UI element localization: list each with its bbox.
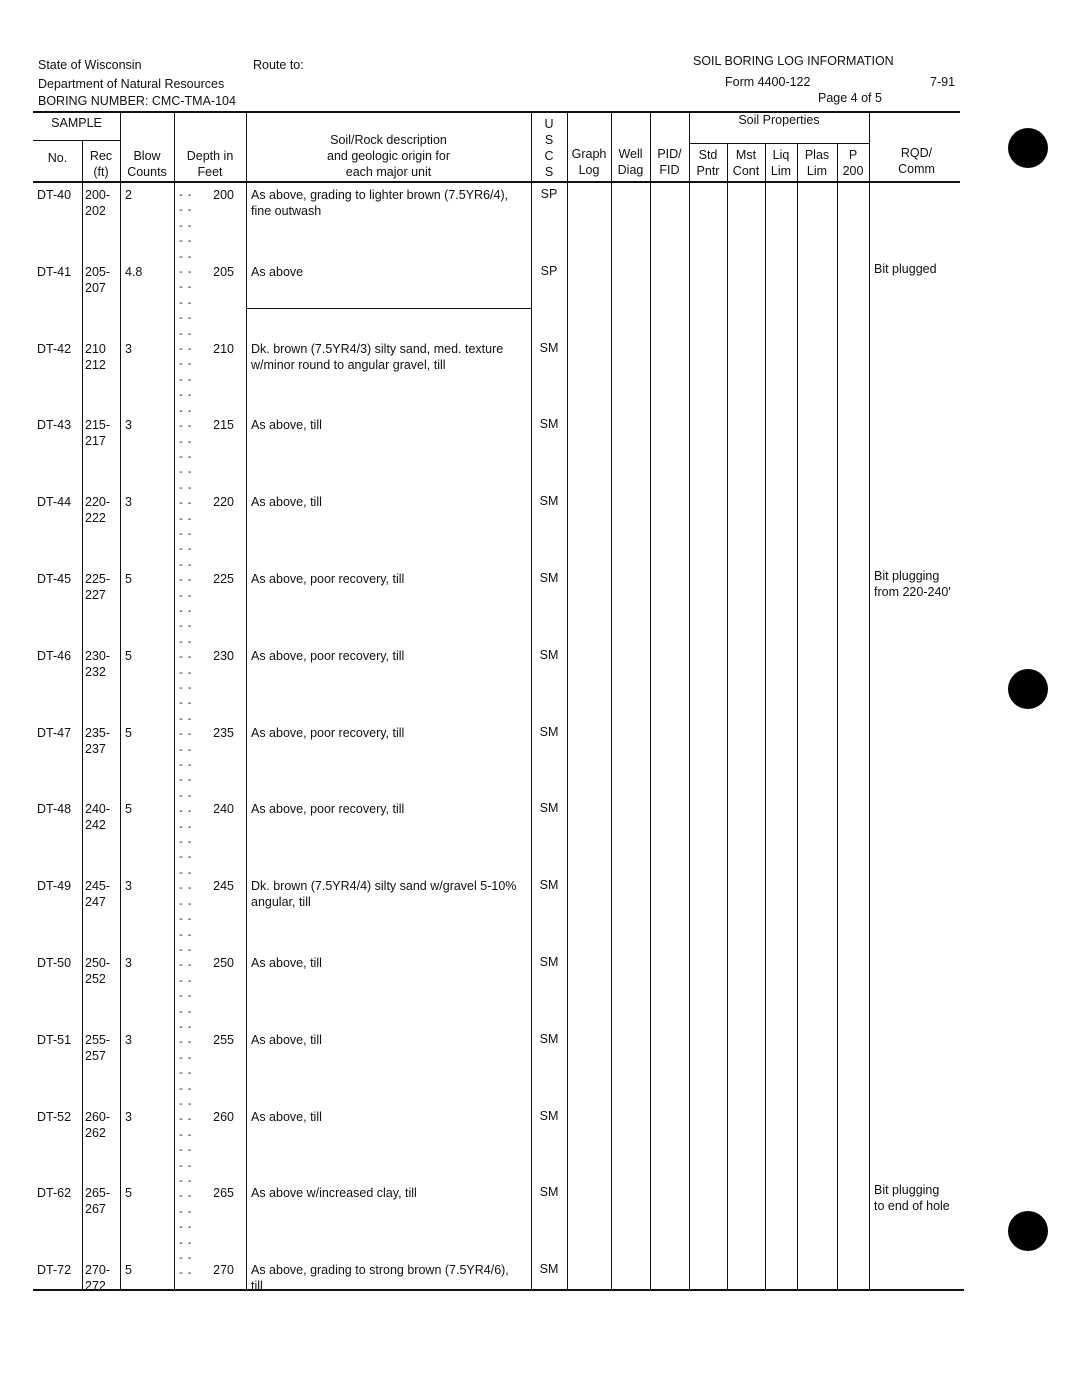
description-line-1: Dk. brown (7.5YR4/3) silty sand, med. texture bbox=[251, 341, 504, 356]
blow-count: 3 bbox=[125, 956, 132, 970]
header-no: No. bbox=[47, 151, 68, 165]
header-rqd-comm: RQD/ Comm bbox=[898, 146, 935, 176]
rec-top: 200- bbox=[85, 188, 111, 202]
blow-count: 2 bbox=[125, 188, 132, 202]
sample-no: DT-51 bbox=[37, 1032, 72, 1047]
boring-number: BORING NUMBER: CMC-TMA-104 bbox=[38, 94, 236, 108]
table-row bbox=[0, 494, 1068, 566]
table-row bbox=[0, 801, 1068, 873]
sample-no: DT-40 bbox=[37, 188, 72, 202]
rec-top: 205- bbox=[85, 264, 111, 279]
sample-no: DT-48 bbox=[37, 802, 72, 817]
rec-top: 260- bbox=[85, 1109, 111, 1124]
description-line-2: w/minor round to angular gravel, till bbox=[251, 357, 446, 372]
sample-no: DT-46 bbox=[37, 648, 72, 663]
uscs-code: SM bbox=[539, 417, 559, 432]
rec-bottom: 247 bbox=[85, 895, 106, 910]
binder-hole-top bbox=[1008, 128, 1048, 168]
depth-value: 225 bbox=[213, 572, 234, 586]
rec-top: 255- bbox=[85, 1032, 111, 1047]
depth-value: 220 bbox=[213, 495, 234, 510]
binder-hole-bottom bbox=[1008, 1211, 1048, 1251]
uscs-code: SP bbox=[540, 187, 558, 201]
depth-value: 250 bbox=[213, 956, 234, 970]
rec-top: 245- bbox=[85, 879, 111, 894]
depth-value: 200 bbox=[213, 188, 234, 202]
header-std-pntr: Std Pntr bbox=[696, 148, 720, 178]
depth-value: 270 bbox=[213, 1263, 234, 1278]
uscs-code: SM bbox=[539, 647, 559, 662]
description-line-2: till bbox=[251, 1279, 263, 1294]
description-line-1: As above, poor recovery, till bbox=[251, 802, 405, 817]
uscs-code: SM bbox=[539, 878, 559, 893]
rec-top: 270- bbox=[85, 1263, 111, 1278]
sample-no: DT-41 bbox=[37, 264, 72, 279]
description-line-1: As above, poor recovery, till bbox=[251, 648, 405, 663]
form-revision: 7-91 bbox=[930, 75, 956, 89]
depth-value: 230 bbox=[213, 648, 234, 663]
rec-bottom: 217 bbox=[85, 434, 106, 449]
depth-value: 215 bbox=[213, 418, 234, 433]
description-line-1: As above, till bbox=[251, 1032, 322, 1047]
rec-top: 210 bbox=[85, 341, 106, 356]
table-row bbox=[0, 341, 1068, 413]
route-label: Route to: bbox=[253, 58, 304, 72]
uscs-code: SM bbox=[539, 1031, 559, 1046]
rec-bottom: 232 bbox=[85, 664, 106, 679]
sample-no: DT-52 bbox=[37, 1109, 72, 1124]
comment-line-2: to end of hole bbox=[874, 1199, 950, 1214]
rec-bottom: 237 bbox=[85, 741, 106, 756]
depth-value: 265 bbox=[213, 1186, 234, 1201]
description-line-2: fine outwash bbox=[251, 204, 322, 218]
description-line-2: angular, till bbox=[251, 895, 311, 910]
rec-top: 220- bbox=[85, 495, 111, 510]
blow-count: 3 bbox=[125, 879, 132, 894]
page-number: Page 4 of 5 bbox=[818, 91, 882, 105]
sample-no: DT-47 bbox=[37, 725, 72, 740]
uscs-code: SM bbox=[539, 494, 559, 509]
header-p200: P 200 bbox=[842, 148, 864, 178]
sample-sub-rule bbox=[33, 140, 120, 141]
description-line-1: As above, till bbox=[251, 1109, 322, 1124]
comment-line-2: from 220-240' bbox=[874, 585, 951, 599]
depth-value: 260 bbox=[213, 1109, 234, 1124]
depth-tick-marks: - - - - - - - - - - - - - - - - - - - - - - - - - - - - - - - - - - - - - - - - - - - - - - - - - - - - - - - - - - - - - - - - - - - - - - - - - - - - - - - - - - - - - - - - - - - - - - - - - - - - - - - - - - - - - - - - - - - - - - - - - - - - - - - - - - - - - - - - - - - - - - bbox=[179, 189, 193, 1280]
depth-value: 205 bbox=[213, 264, 234, 279]
rec-top: 240- bbox=[85, 802, 111, 817]
uscs-code: SM bbox=[539, 724, 559, 739]
description-line-1: As above, poor recovery, till bbox=[251, 572, 405, 586]
blow-count: 3 bbox=[125, 1032, 132, 1047]
rec-top: 215- bbox=[85, 418, 111, 433]
rec-bottom: 227 bbox=[85, 588, 106, 602]
uscs-code: SM bbox=[539, 1185, 559, 1200]
rec-bottom: 202 bbox=[85, 204, 106, 218]
header-blow-counts: Blow Counts bbox=[127, 149, 167, 179]
header-pid-fid: PID/ FID bbox=[657, 147, 682, 177]
description-line-1: As above, poor recovery, till bbox=[251, 725, 405, 740]
blow-count: 5 bbox=[125, 802, 132, 817]
state-label: State of Wisconsin bbox=[38, 58, 142, 72]
description-line-1: As above, grading to strong brown (7.5YR4/6), bbox=[251, 1263, 509, 1278]
table-row bbox=[0, 1032, 1068, 1104]
rec-top: 250- bbox=[85, 956, 111, 970]
rec-bottom: 242 bbox=[85, 818, 106, 833]
header-depth: Depth in Feet bbox=[186, 149, 234, 179]
table-row bbox=[0, 261, 1068, 336]
comment-line-1: Bit plugging bbox=[874, 569, 940, 583]
sample-no: DT-50 bbox=[37, 956, 72, 970]
header-description: Soil/Rock description and geologic origin for each major unit bbox=[327, 133, 450, 179]
blow-count: 3 bbox=[125, 1109, 132, 1124]
blow-count: 5 bbox=[125, 1186, 132, 1201]
rec-top: 230- bbox=[85, 648, 111, 663]
uscs-code: SM bbox=[539, 1262, 559, 1277]
blow-count: 3 bbox=[125, 341, 132, 356]
form-number: Form 4400-122 bbox=[725, 75, 811, 89]
sample-no: DT-44 bbox=[37, 495, 72, 510]
header-liq-lim: Liq Lim bbox=[770, 148, 792, 178]
table-row bbox=[0, 571, 1068, 643]
description-line-1: As above, till bbox=[251, 418, 322, 433]
rec-top: 235- bbox=[85, 725, 111, 740]
rec-top: 265- bbox=[85, 1186, 111, 1201]
header-sample: SAMPLE bbox=[51, 116, 102, 130]
uscs-code: SM bbox=[539, 340, 559, 355]
table-row bbox=[0, 417, 1068, 489]
rec-top: 225- bbox=[85, 572, 111, 586]
header-mst-cont: Mst Cont bbox=[732, 148, 760, 178]
comment-line-1: Bit plugging bbox=[874, 1183, 940, 1198]
table-row bbox=[0, 1109, 1068, 1181]
table-row bbox=[0, 955, 1068, 1027]
rec-bottom: 267 bbox=[85, 1202, 106, 1217]
uscs-code: SM bbox=[539, 1108, 559, 1123]
header-soil-properties: Soil Properties bbox=[738, 113, 820, 127]
form-title: SOIL BORING LOG INFORMATION bbox=[693, 54, 894, 68]
description-line-1: As above, grading to lighter brown (7.5YR6/4), bbox=[251, 188, 509, 202]
table-row bbox=[0, 1262, 1068, 1334]
sample-no: DT-43 bbox=[37, 418, 72, 433]
depth-value: 240 bbox=[213, 802, 234, 817]
rec-bottom: 257 bbox=[85, 1048, 106, 1063]
sample-no: DT-49 bbox=[37, 879, 72, 894]
description-line-1: As above w/increased clay, till bbox=[251, 1186, 417, 1201]
binder-hole-middle bbox=[1008, 669, 1048, 709]
sample-no: DT-62 bbox=[37, 1186, 72, 1201]
rec-bottom: 262 bbox=[85, 1125, 106, 1140]
rec-bottom: 212 bbox=[85, 357, 106, 372]
depth-value: 235 bbox=[213, 725, 234, 740]
department-label: Department of Natural Resources bbox=[38, 77, 225, 91]
sample-no: DT-72 bbox=[37, 1263, 72, 1278]
sample-no: DT-42 bbox=[37, 341, 72, 356]
header-rec: Rec (ft) bbox=[89, 149, 113, 179]
blow-count: 4.8 bbox=[125, 264, 143, 279]
description-line-1: As above, till bbox=[251, 495, 322, 510]
table-row bbox=[0, 1185, 1068, 1257]
rec-bottom: 252 bbox=[85, 972, 106, 986]
table-row bbox=[0, 187, 1068, 259]
description-line-1: As above, till bbox=[251, 956, 322, 970]
blow-count: 5 bbox=[125, 572, 132, 586]
rec-bottom: 222 bbox=[85, 511, 106, 526]
uscs-code: SM bbox=[539, 571, 559, 585]
blow-count: 5 bbox=[125, 648, 132, 663]
table-row bbox=[0, 878, 1068, 950]
rec-bottom: 207 bbox=[85, 280, 106, 295]
depth-value: 210 bbox=[213, 341, 234, 356]
header-uscs: U S C S bbox=[544, 117, 554, 179]
header-well-diag: Well Diag bbox=[617, 147, 644, 177]
uscs-code: SM bbox=[539, 801, 559, 816]
sample-no: DT-45 bbox=[37, 572, 72, 586]
description-line-1: As above bbox=[251, 264, 304, 279]
depth-value: 245 bbox=[213, 879, 234, 894]
uscs-code: SM bbox=[539, 955, 559, 969]
uscs-code: SP bbox=[540, 263, 558, 278]
blow-count: 5 bbox=[125, 1263, 132, 1278]
description-line-1: Dk. brown (7.5YR4/4) silty sand w/gravel 5-10% bbox=[251, 879, 517, 894]
table-row bbox=[0, 725, 1068, 797]
table-row bbox=[0, 648, 1068, 720]
blow-count: 3 bbox=[125, 495, 132, 510]
header-plas-lim: Plas Lim bbox=[804, 148, 830, 178]
header-bottom-rule bbox=[33, 181, 960, 183]
soil-props-sub-rule bbox=[689, 143, 869, 144]
rec-bottom: 272 bbox=[85, 1279, 106, 1294]
comment-line-1: Bit plugged bbox=[874, 261, 937, 276]
depth-value: 255 bbox=[213, 1032, 234, 1047]
blow-count: 5 bbox=[125, 725, 132, 740]
header-graph-log: Graph Log bbox=[571, 147, 607, 177]
blow-count: 3 bbox=[125, 418, 132, 433]
